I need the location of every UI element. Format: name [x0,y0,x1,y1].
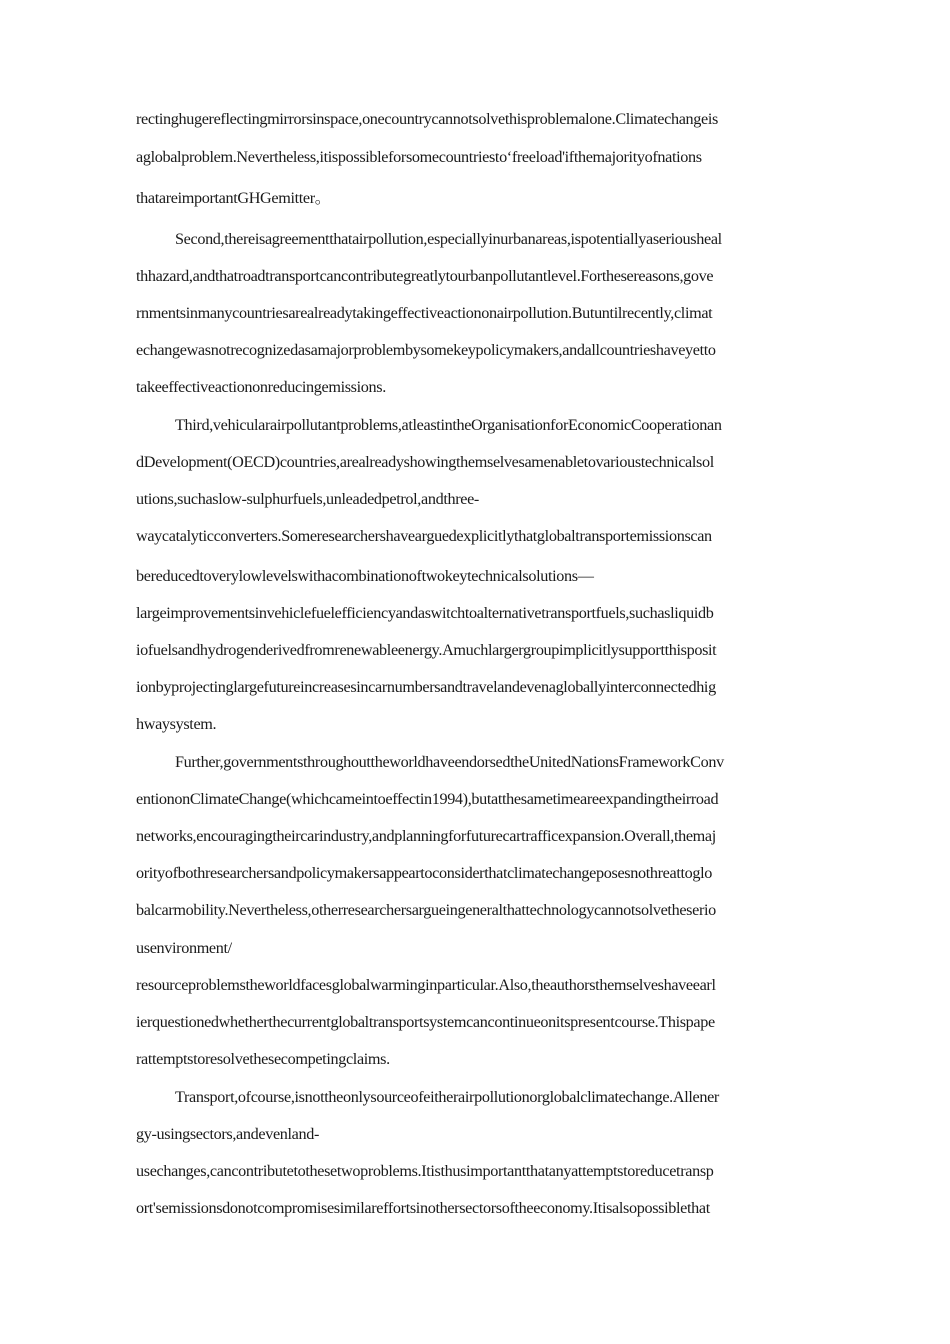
text-line: usechanges,cancontributetothesetwoproblems.Itisthusimportantthatanyattemptstoreducetransp [136,1162,714,1180]
text-line: dDevelopment(OECD)countries,arealreadyshowingthemselvesamenabletovarioustechnicalsol [136,453,714,471]
text-line: rnmentsinmanycountriesarealreadytakingeffectiveactiononairpollution.Butuntilrecently,climat [136,304,713,322]
text-line: usenvironment/ [136,939,232,957]
paragraph-first-line: Further,governmentsthroughouttheworldhaveendorsedtheUnitedNationsFrameworkConv [175,753,724,771]
text-line: ierquestionedwhetherthecurrentglobaltransportsystemcancontinueonitspresentcourse.Thispape [136,1013,715,1031]
text-line: balcarmobility.Nevertheless,otherresearchersargueingeneralthattechnologycannotsolvetheserio [136,901,716,919]
paragraph-first-line: Third,vehicularairpollutantproblems,atleastintheOrganisationforEconomicCooperationan [175,416,722,434]
text-line: bereducedtoverylowlevelswithacombinationoftwokeytechnicalsolutions— [136,567,594,585]
text-line: orityofbothresearchersandpolicymakersappeartoconsiderthatclimatechangeposesnothreattoglo [136,864,712,882]
text-line: waycatalyticconverters.Someresearchershavearguedexplicitlythatglobaltransportemissionscan [136,527,712,545]
text-line: echangewasnotrecognizedasamajorproblembysomekeypolicymakers,andallcountrieshaveyetto [136,341,716,359]
paragraph-first-line: Transport,ofcourse,isnottheonlysourceofeitherairpollutionorglobalclimatechange.Allener [175,1088,719,1106]
paragraph-first-line: Second,thereisagreementthatairpollution,especiallyinurbanareas,ispotentiallyaseriousheal [175,230,722,248]
text-line: thhazard,andthatroadtransportcancontributegreatlytourbanpollutantlevel.Forthesereasons,gove [136,267,714,285]
text-line: aglobalproblem.Nevertheless,itispossibleforsomecountriesto‘freeload'ifthemajorityofnations [136,148,702,166]
text-line: ort'semissionsdonotcompromisesimilareffortsinothersectorsoftheeconomy.Itisalsopossiblethat [136,1199,710,1217]
text-line: thatareimportantGHGemitter。 [136,189,331,207]
text-line: networks,encouragingtheircarindustry,andplanningforfuturecartrafficexpansion.Overall,themaj [136,827,716,845]
text-line: hwaysystem. [136,715,217,733]
text-line: utions,suchaslow-sulphurfuels,unleadedpetrol,andthree- [136,490,479,508]
text-line: iofuelsandhydrogenderivedfromrenewableenergy.Amuchlargergroupimplicitlysupportthisposit [136,641,717,659]
text-line: largeimprovementsinvehiclefuelefficiencyandaswitchtoalternativetransportfuels,suchasliquidb [136,604,714,622]
text-line: resourceproblemstheworldfacesglobalwarminginparticular.Also,theauthorsthemselveshaveearl [136,976,716,994]
text-line: rectinghugereflectingmirrorsinspace,onecountrycannotsolvethisproblemalone.Climatechangeis [136,110,718,128]
text-line: gy-usingsectors,andevenland- [136,1125,320,1143]
text-line: rattemptstoresolvethesecompetingclaims. [136,1050,390,1068]
text-line: takeeffectiveactiononreducingemissions. [136,378,386,396]
text-line: entiononClimateChange(whichcameintoeffectin1994),butatthesametimeareexpandingtheirroad [136,790,719,808]
text-line: ionbyprojectinglargefutureincreasesincarnumbersandtravelandevenagloballyinterconnectedhig [136,678,716,696]
